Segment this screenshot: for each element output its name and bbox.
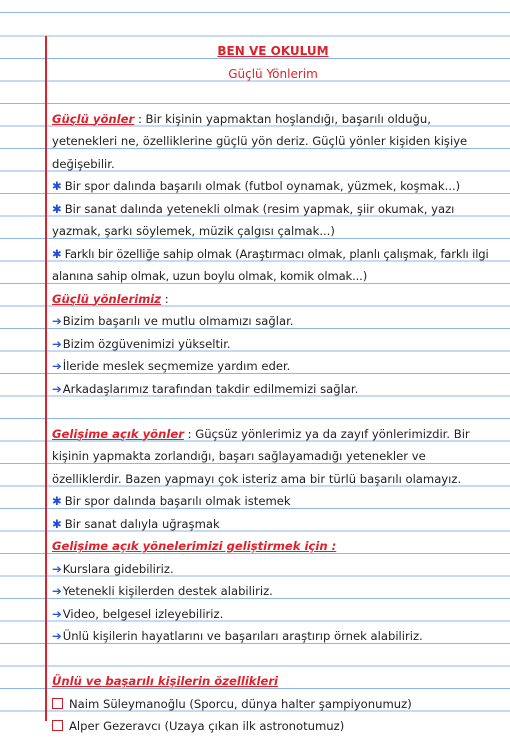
arrow-right-icon: ➔ bbox=[52, 314, 62, 328]
arrow-right-icon: ➔ bbox=[52, 336, 62, 351]
square-bullet-icon bbox=[52, 698, 63, 709]
list-item: ➔Video, belgesel izleyebiliriz. bbox=[52, 606, 224, 621]
strengths-heading: Güçlü yönler bbox=[52, 111, 135, 126]
list-item: ➔Kurslara gidebiliriz. bbox=[52, 561, 174, 576]
arrow-right-icon: ➔ bbox=[52, 629, 62, 643]
asterisk-icon: ✱ bbox=[52, 201, 62, 216]
arrow-right-icon: ➔ bbox=[52, 561, 62, 576]
list-item: ✱ Bir spor dalında başarılı olmak (futbol oynamak, yüzmek, koşmak...) bbox=[52, 179, 461, 193]
weaknesses-definition: : Güçsüz yönlerimiz ya da zayıf yönlerimizdir. Bir kişinin yapmakta zorlandığı, başarı sağlayamadığı yetenekler ve özelliklerdir. Bazen yapmayı çok isteriz ama bir türlü başarılı olamayız. bbox=[52, 426, 470, 486]
asterisk-icon: ✱ bbox=[52, 179, 62, 193]
arrow-right-icon: ➔ bbox=[52, 359, 62, 373]
list-item: ✱ Bir spor dalında başarılı olmak istemek bbox=[52, 494, 291, 508]
page-subtitle: Güçlü Yönlerim bbox=[228, 66, 318, 81]
improve-heading: Gelişime açık yönelerimizi geliştirmek için : bbox=[52, 539, 337, 553]
asterisk-icon: ✱ bbox=[52, 516, 62, 531]
list-item: ➔Ünlü kişilerin hayatlarını ve başarıları araştırıp örnek alabiliriz. bbox=[52, 629, 423, 643]
square-bullet-icon bbox=[52, 720, 63, 731]
list-item: ➔Bizim özgüvenimizi yükseltir. bbox=[52, 336, 231, 351]
list-item: ➔Bizim başarılı ve mutlu olmamızı sağlar. bbox=[52, 314, 294, 328]
list-item: Alper Gezeravcı (Uzaya çıkan ilk astronotumuz) bbox=[52, 715, 494, 738]
margin-line bbox=[45, 36, 47, 721]
list-item: ➔Arkadaşlarımız tarafından takdir edilmemizi sağlar. bbox=[52, 381, 359, 396]
our-strengths-heading: Güçlü yönlerimiz : bbox=[52, 291, 169, 306]
arrow-right-icon: ➔ bbox=[52, 584, 62, 598]
famous-heading: Ünlü ve başarılı kişilerin özellikleri bbox=[52, 674, 279, 688]
arrow-right-icon: ➔ bbox=[52, 606, 62, 621]
strengths-definition: : Bir kişinin yapmaktan hoşlandığı, başarılı olduğu, yetenekleri ne, özelliklerine güçlü yön deriz. Güçlü yönler kişiden kişiye değişebilir. bbox=[52, 111, 468, 171]
list-item: ✱ Bir sanat dalında yetenekli olmak (resim yapmak, şiir okumak, yazı yazmak, şarkı söylemek, müzik çalgısı çalmak...) bbox=[52, 201, 455, 238]
weaknesses-paragraph bbox=[52, 423, 494, 491]
strengths-paragraph bbox=[52, 108, 494, 176]
list-item: ✱ Farklı bir özelliğe sahip olmak (Araştırmacı olmak, planlı çalışmak, farklı ilgi alanına sahip olmak, uzun boylu olmak, komik olmak...) bbox=[52, 246, 489, 283]
list-item: ✱ Bir sanat dalıyla uğraşmak bbox=[52, 516, 220, 531]
list-item: ➔Yetenekli kişilerden destek alabiliriz. bbox=[52, 584, 273, 598]
list-item: Naim Süleymanoğlu (Sporcu, dünya halter şampiyonumuz) bbox=[52, 693, 494, 716]
list-item: ➔İleride meslek seçmemize yardım eder. bbox=[52, 359, 291, 373]
page-title: BEN VE OKULUM bbox=[217, 44, 329, 58]
weaknesses-heading: Gelişime açık yönler bbox=[52, 426, 184, 441]
asterisk-icon: ✱ bbox=[52, 494, 62, 508]
asterisk-icon: ✱ bbox=[52, 246, 62, 261]
document-content bbox=[52, 40, 494, 738]
arrow-right-icon: ➔ bbox=[52, 381, 62, 396]
